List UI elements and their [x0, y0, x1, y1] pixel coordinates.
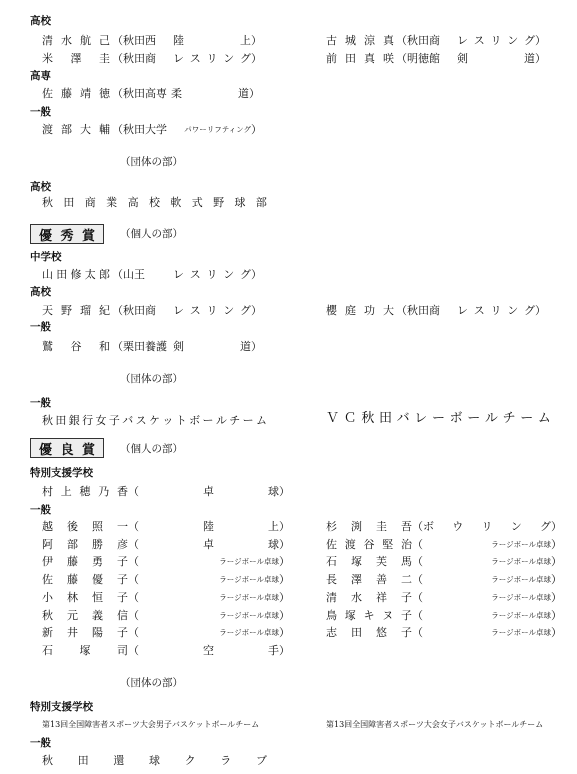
affiliation: [112, 87, 260, 101]
affiliation: [112, 52, 262, 66]
team-name-text: 秋 田 商 業 高 校 軟 式 野 球 部: [42, 196, 267, 209]
award-good: 優 良 賞: [30, 438, 104, 458]
event-name: レ ス リ ン グ: [173, 52, 251, 65]
open-paren: （: [396, 304, 407, 317]
section-group: （団体の部）: [120, 373, 183, 385]
person-entry: [326, 520, 562, 534]
close-paren: ）: [251, 340, 262, 353]
open-paren: （: [396, 34, 407, 47]
person-name: 佐 渡 谷 堅 治: [326, 537, 412, 551]
open-paren: （: [128, 626, 139, 640]
person-entry: [42, 609, 290, 623]
event-name: ラージボール卓球: [491, 592, 551, 602]
open-paren: （: [112, 52, 123, 65]
category-general: 一般: [30, 106, 51, 118]
close-paren: ）: [551, 608, 562, 622]
school-name: 秋田商: [123, 52, 156, 65]
event-name: 柔 道: [171, 87, 249, 100]
open-paren: （: [412, 590, 423, 604]
event-name: ラージボール卓球: [219, 610, 279, 620]
close-paren: ）: [279, 626, 290, 640]
event-name: [423, 520, 551, 534]
open-paren: （: [112, 268, 123, 281]
close-paren: ）: [249, 87, 260, 100]
person-entry: [42, 555, 290, 569]
school-name: 秋田西: [123, 34, 156, 47]
school-name: 秋田商: [407, 34, 440, 47]
event-name: ラージボール卓球: [491, 539, 551, 549]
team-name: [42, 414, 267, 428]
school-name: 山王: [123, 268, 145, 281]
close-paren: ）: [535, 52, 546, 65]
person-name: 長 澤 善 二: [326, 573, 412, 587]
event-text: 卓 球: [203, 485, 279, 498]
person-entry: [326, 304, 546, 318]
event-name: 陸 上: [173, 34, 251, 47]
close-paren: ）: [279, 590, 290, 604]
category-general: 一般: [30, 397, 51, 409]
category-general: 一般: [30, 321, 51, 333]
event-name: ラージボール卓球: [491, 610, 551, 620]
open-paren: （: [128, 590, 139, 604]
category-general: 一般: [30, 504, 51, 516]
person-name: 秋 元 義 信: [42, 608, 128, 622]
person-entry: [42, 304, 262, 318]
open-paren: （: [112, 34, 123, 47]
person-name: 米 澤 圭: [42, 52, 110, 65]
category-highschool: 高校: [30, 286, 51, 298]
person-name: 清 水 祥 子: [326, 590, 412, 604]
category-special-school: 特別支援学校: [30, 467, 93, 479]
event-text: 陸 上: [203, 520, 279, 533]
person-entry: [42, 34, 262, 48]
open-paren: （: [128, 555, 139, 569]
person-entry: [42, 123, 262, 137]
person-entry: [42, 644, 290, 658]
team-name-text: 秋 田 還 球 ク ラ ブ: [42, 754, 267, 767]
open-paren: （: [112, 87, 123, 100]
person-entry: [326, 609, 562, 623]
open-paren: （: [128, 485, 139, 498]
event-name: パワーリフティング: [184, 125, 251, 134]
category-highschool: 高校: [30, 181, 51, 193]
open-paren: （: [412, 608, 423, 622]
person-name: 清 水 航 己: [42, 34, 110, 47]
person-name: 天 野 瑠 紀: [42, 304, 110, 317]
open-paren: （: [112, 340, 123, 353]
person-name: 阿 部 勝 彦: [42, 537, 128, 551]
school-name: 秋田大学: [123, 123, 167, 136]
person-name: 佐 藤 優 子: [42, 573, 128, 587]
person-name: 越 後 照 一: [42, 520, 128, 533]
team-name: 第13回全国障害者スポーツ大会男子バスケットボールチーム: [42, 720, 260, 729]
section-group: （団体の部）: [120, 156, 183, 168]
open-paren: （: [412, 520, 423, 533]
open-paren: （: [396, 52, 407, 65]
person-entry: [42, 538, 290, 552]
person-name: 石 塚 司: [42, 643, 128, 657]
close-paren: ）: [551, 626, 562, 640]
event-name: 剣 道: [173, 340, 251, 353]
open-paren: （: [412, 626, 423, 640]
affiliation: [112, 340, 262, 354]
event-text: 卓 球: [203, 537, 279, 551]
open-paren: （: [128, 573, 139, 587]
affiliation: [112, 123, 262, 137]
person-entry: [42, 340, 262, 354]
affiliation: [112, 34, 262, 48]
person-entry: [326, 538, 562, 552]
event-name: ラージボール卓球: [219, 557, 279, 567]
person-name: 古 城 涼 真: [326, 34, 394, 47]
event-text: ボ ウ リ ン グ: [423, 520, 551, 533]
event-name: レ ス リ ン グ: [457, 34, 535, 47]
event-name: ラージボール卓球: [219, 628, 279, 638]
close-paren: ）: [251, 304, 262, 317]
person-entry: [42, 87, 260, 101]
person-name: 前 田 真 咲: [326, 52, 394, 65]
section-individual: （個人の部）: [120, 443, 183, 455]
team-name-text: 秋 田 銀 行 女 子 バ ス ケ ッ ト ボ ー ル チ ー ム: [42, 414, 267, 427]
person-name: 鳥 塚 キ ヌ 子: [326, 608, 412, 622]
team-name: 第13回全国障害者スポーツ大会女子バスケットボールチーム: [326, 720, 544, 729]
close-paren: ）: [551, 590, 562, 604]
person-entry: [42, 268, 262, 282]
event-name: レ ス リ ン グ: [457, 304, 535, 317]
close-paren: ）: [279, 555, 290, 569]
close-paren: ）: [279, 485, 290, 498]
open-paren: （: [412, 555, 423, 569]
event-name: ラージボール卓球: [219, 575, 279, 585]
close-paren: ）: [535, 304, 546, 317]
school-name: 秋田商: [407, 304, 440, 317]
team-name-text: Ｖ Ｃ 秋 田 バ レ ー ボ ー ル チ ー ム: [326, 411, 551, 426]
person-entry: [326, 626, 562, 640]
close-paren: ）: [279, 608, 290, 622]
affiliation: [396, 304, 546, 318]
affiliation: [396, 34, 546, 48]
event-name: [139, 644, 279, 658]
close-paren: ）: [279, 573, 290, 587]
open-paren: （: [112, 304, 123, 317]
open-paren: （: [128, 608, 139, 622]
open-paren: （: [412, 537, 423, 551]
open-paren: （: [128, 643, 139, 657]
person-entry: [326, 555, 562, 569]
person-entry: [326, 34, 546, 48]
person-name: 伊 藤 勇 子: [42, 555, 128, 569]
person-name: 櫻 庭 功 大: [326, 304, 394, 317]
person-name: 志 田 悠 子: [326, 626, 412, 640]
school-name: 秋田高専: [123, 87, 167, 100]
event-text: 空 手: [203, 643, 279, 657]
person-name: 石 塚 芙 馬: [326, 555, 412, 569]
category-highschool: 高校: [30, 15, 51, 27]
team-name: [42, 196, 267, 210]
team-name: [326, 412, 551, 426]
close-paren: ）: [251, 34, 262, 47]
event-name: ラージボール卓球: [491, 575, 551, 585]
affiliation: [112, 304, 262, 318]
person-name: 渡 部 大 輔: [42, 123, 110, 136]
event-name: 剣 道: [457, 52, 535, 65]
category-special-school: 特別支援学校: [30, 701, 93, 713]
person-entry: [326, 573, 562, 587]
school-name: 秋田商: [123, 304, 156, 317]
person-name: 佐 藤 靖 徳: [42, 87, 110, 100]
close-paren: ）: [279, 520, 290, 533]
person-name: 山 田 修 太 郎: [42, 268, 110, 281]
school-name: 栗田養護: [123, 340, 167, 353]
award-excellent: 優 秀 賞: [30, 224, 104, 244]
open-paren: （: [128, 537, 139, 551]
close-paren: ）: [535, 34, 546, 47]
close-paren: ）: [251, 52, 262, 65]
affiliation: [396, 52, 546, 66]
person-entry: [42, 573, 290, 587]
person-entry: [42, 520, 290, 534]
person-name: 鷲 谷 和: [42, 340, 110, 353]
person-entry: [42, 591, 290, 605]
event-name: [139, 538, 279, 552]
category-kosen: 高専: [30, 70, 51, 82]
person-entry: [42, 626, 290, 640]
person-name: 小 林 恒 子: [42, 590, 128, 604]
event-name: [139, 520, 279, 534]
school-name: 明徳館: [407, 52, 440, 65]
close-paren: ）: [279, 643, 290, 657]
event-name: ラージボール卓球: [491, 628, 551, 638]
category-junior: 中学校: [30, 251, 62, 263]
open-paren: （: [128, 520, 139, 533]
person-name: 新 井 陽 子: [42, 626, 128, 640]
close-paren: ）: [251, 268, 262, 281]
close-paren: ）: [251, 123, 262, 136]
team-name: [42, 754, 267, 768]
affiliation: [112, 268, 262, 282]
open-paren: （: [412, 573, 423, 587]
section-group: （団体の部）: [120, 677, 183, 689]
close-paren: ）: [279, 537, 290, 551]
close-paren: ）: [551, 573, 562, 587]
person-entry: [42, 52, 262, 66]
close-paren: ）: [551, 555, 562, 569]
event-name: レ ス リ ン グ: [173, 304, 251, 317]
section-individual: （個人の部）: [120, 228, 183, 240]
event-name: [139, 485, 279, 499]
event-name: レ ス リ ン グ: [173, 268, 251, 281]
person-entry: [326, 591, 562, 605]
event-name: ラージボール卓球: [491, 557, 551, 567]
close-paren: ）: [551, 520, 562, 533]
person-entry: [42, 485, 290, 499]
event-name: ラージボール卓球: [219, 592, 279, 602]
category-general: 一般: [30, 737, 51, 749]
person-entry: [326, 52, 546, 66]
person-name: 杉 渕 圭 吾: [326, 520, 412, 533]
open-paren: （: [112, 123, 123, 136]
close-paren: ）: [551, 537, 562, 551]
person-name: 村 上 穂 乃 香: [42, 485, 128, 498]
